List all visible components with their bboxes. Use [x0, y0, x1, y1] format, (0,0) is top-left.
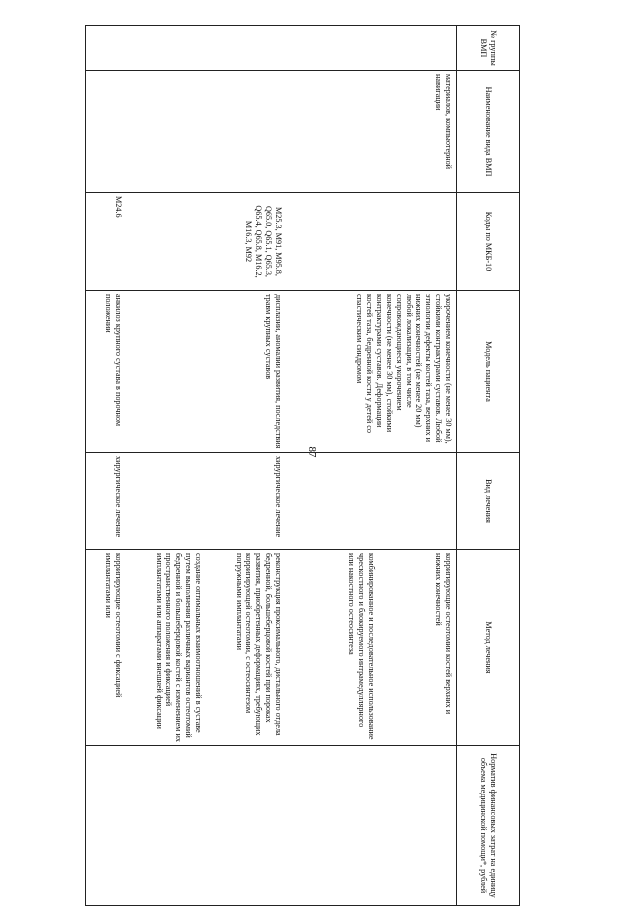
header-kind: Вид лечения [457, 453, 520, 550]
codes-row-3: M24.6 [114, 196, 123, 218]
cell-model [86, 291, 457, 453]
cell-method [86, 550, 457, 746]
model-row-2: дисплазии, аномалии развития, последствия травм крупных суставов [264, 294, 283, 449]
method-row-1a: корригирующие остеотомии костей верхних и нижних конечностей [434, 553, 453, 715]
method-row-2b: создание оптимальных взаимоотношений в суставе путем выполнения различных вариантов остеотомий бедренной и большеберцовой костей с изменением их пространственного положения и фиксацией имплантатами или аппаратами внешней фиксации [154, 553, 203, 742]
method-row-2a: реконструкция проксимального, дистального отдела бедренной, большеберцовой костей при пороках развития, приобретенных деформациях, требующих корригирующей остеотомии, с остеосинтезом погружными имплантатами [234, 553, 283, 736]
table-header-row [457, 26, 520, 906]
kind-row-3: хирургическое лечение [114, 456, 123, 538]
cell-group [86, 26, 457, 71]
vmp-table [85, 25, 520, 906]
method-row-3a: корригирующие остеотомии с фиксацией имплантатами или [104, 553, 123, 698]
header-norm: Норматив финансовых затрат на единицу объема медицинской помощи*, рублей [457, 746, 520, 906]
rotated-table-page [80, 25, 520, 905]
table-row [86, 26, 457, 906]
header-group: № группы ВМП [457, 26, 520, 71]
kind-row-2: хирургическое лечение [274, 456, 283, 538]
cell-codes [86, 193, 457, 291]
page-number: 87 [306, 446, 318, 458]
vmp-name-text: материалов, компьютерной навигации [434, 74, 453, 170]
cell-name [86, 71, 457, 193]
method-row-1b: комбинированное и последовательное использование чрескостного и блокируемого интрамедуллярного или накостного остеосинтеза [347, 553, 376, 740]
cell-norm [86, 746, 457, 906]
model-row-1: укорочением конечности (не менее 30 мм), стойкими контрактурами суставов. Любой этиологии дефекты костей таза, верхних и нижних конечностей (не менее 20 мм) любой локализации, в том числе сопровождающиеся укорочением конечности (не менее 30 мм), стойкими контрактурами суставов. Деформации костей таза, бедренной кости у детей со спастическим синдромом [355, 294, 453, 444]
header-codes: Коды по МКБ-10 [457, 193, 520, 291]
codes-row-2: M25.3, M91, M95.8, Q65.0, Q65.1, Q65.3, Q65.4, Q65.8, M16.2, M16.3, M92 [244, 205, 283, 278]
header-model: Модель пациента [457, 291, 520, 453]
header-name: Наименование вида ВМП [457, 71, 520, 193]
cell-kind [86, 453, 457, 550]
header-method: Метод лечения [457, 550, 520, 746]
model-row-3: анкилоз крупного сустава в порочном положении [104, 294, 123, 427]
